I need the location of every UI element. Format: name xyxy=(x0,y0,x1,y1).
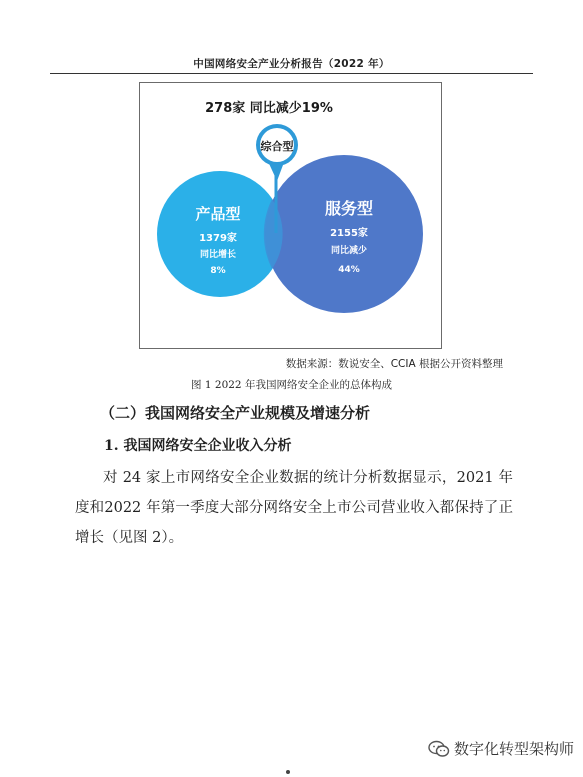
watermark xyxy=(428,738,574,759)
wechat-icon xyxy=(428,740,450,758)
product-type-count: 1379家 xyxy=(199,233,237,244)
body-paragraph: 对 24 家上市网络安全企业数据的统计分析数据显示，2021 年度和2022 年第一季度大部分网络安全上市公司营业收入都保持了正增长（见图 2）。 xyxy=(75,470,513,546)
figure-source-note: 数据来源：数说安全、CCIA 根据公开资料整理 xyxy=(285,358,503,370)
product-type-change-label: 同比增长 xyxy=(199,250,237,260)
composite-type-stat: 278家 同比减少19% xyxy=(205,101,333,116)
header-divider xyxy=(50,73,533,74)
figure-caption: 图 1 2022 年我国网络安全企业的总体构成 xyxy=(191,379,392,391)
venn-diagram xyxy=(140,83,443,350)
section-heading: （二）我国网络安全产业规模及增速分析 xyxy=(100,404,371,422)
service-type-change-label: 同比减少 xyxy=(330,246,368,256)
composite-type-label: 综合型 xyxy=(260,140,294,153)
service-type-count: 2155家 xyxy=(330,228,368,239)
product-type-change-value: 8% xyxy=(210,266,226,276)
product-type-title: 产品型 xyxy=(195,205,241,223)
page-number-mark xyxy=(286,770,290,774)
service-type-change-value: 44% xyxy=(338,265,360,275)
sub-heading: 1. 我国网络安全企业收入分析 xyxy=(104,438,292,454)
page-header: 中国网络安全产业分析报告（2022 年） xyxy=(193,58,390,70)
figure-enterprise-composition xyxy=(139,82,442,349)
watermark-text: 数字化转型架构师 xyxy=(454,740,575,758)
service-type-title: 服务型 xyxy=(324,199,374,218)
